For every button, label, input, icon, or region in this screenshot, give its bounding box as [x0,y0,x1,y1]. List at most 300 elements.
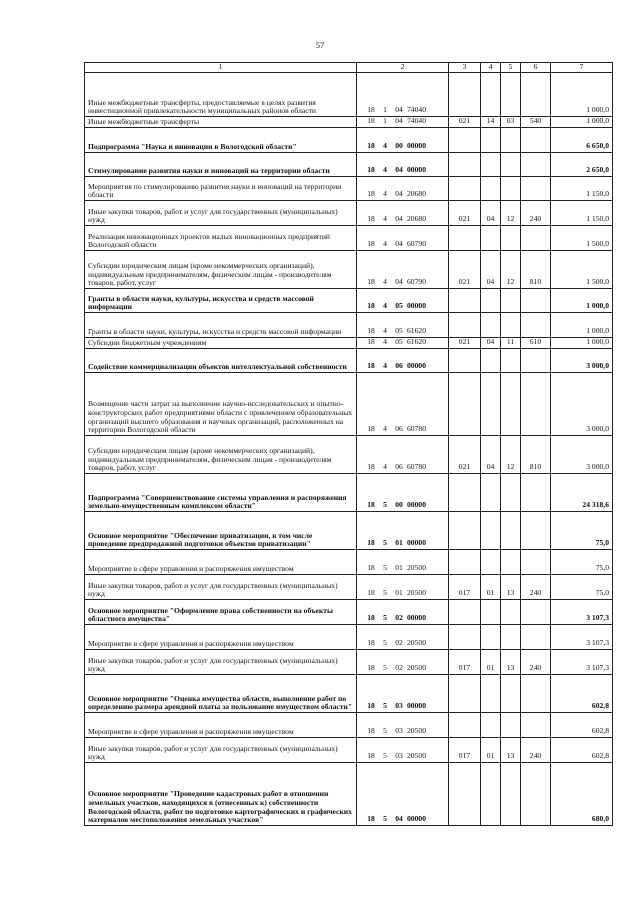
code-part: 1 [383,105,387,115]
code-part: 03 [395,701,403,711]
code-part: 60780 [407,462,426,472]
code-part: 00000 [407,500,426,510]
row-amount: 3 107,3 [551,600,613,625]
row-col3 [449,550,481,575]
code-part: 06 [395,361,403,371]
code-part: 18 [367,189,375,199]
row-col6 [521,128,551,153]
row-col5: 12 [501,201,521,226]
header-cell-3: 3 [449,63,481,73]
table-row [85,436,613,474]
row-col3 [449,713,481,738]
code-part: 02 [395,613,403,623]
code-part: 01 [395,538,403,548]
row-col3 [449,128,481,153]
row-col3: 021 [449,338,481,349]
row-col3: 021 [449,251,481,289]
row-col4 [481,763,501,826]
row-col6 [521,675,551,713]
row-col3 [449,474,481,512]
row-name: Реализация инновационных проектов малых инновационных предприятий Вологодской области [85,226,357,251]
code-part: 5 [383,701,387,711]
table-row [85,738,613,763]
row-col5 [501,550,521,575]
row-code [357,153,449,177]
row-amount: 3 000,0 [551,373,613,436]
header-cell-5: 5 [501,63,521,73]
code-part: 00000 [407,165,426,175]
table-row [85,763,613,826]
row-col6: 240 [521,738,551,763]
code-part: 18 [367,663,375,673]
row-col3: 021 [449,117,481,128]
row-col3: 017 [449,650,481,675]
row-name: Основное мероприятие "Оценка имущества области, выполнение работ по определению размера арендной платы за пользование имуществом области" [85,675,357,713]
code-part: 00000 [407,538,426,548]
code-part: 5 [383,500,387,510]
code-part: 4 [383,326,387,336]
row-amount: 75,0 [551,550,613,575]
table-row [85,550,613,575]
code-part: 18 [367,563,375,573]
row-code [357,313,449,338]
code-part: 18 [367,726,375,736]
row-name: Субсидии юридическим лицам (кроме некоммерческих организаций), индивидуальным предпринимателям, физическим лицам - производителям товаров, работ, услуг [85,251,357,289]
row-name: Субсидии бюджетным учреждениям [85,338,357,349]
row-name: Гранты в области науки, культуры, искусства и средств массовой информации [85,289,357,313]
row-col4: 04 [481,251,501,289]
row-amount: 75,0 [551,575,613,600]
code-part: 4 [383,141,387,151]
table-row [85,128,613,153]
row-col3 [449,313,481,338]
code-part: 03 [395,726,403,736]
code-part: 4 [383,301,387,311]
row-col6: 240 [521,201,551,226]
row-code [357,251,449,289]
row-col3 [449,600,481,625]
row-col3 [449,763,481,826]
code-part: 5 [383,638,387,648]
row-name: Субсидии юридическим лицам (кроме некоммерческих организаций), индивидуальным предпринимателям, физическим лицам - производителям товаров, работ, услуг [85,436,357,474]
code-part: 5 [383,588,387,598]
code-part: 4 [383,361,387,371]
row-col4 [481,289,501,313]
row-col5 [501,713,521,738]
row-col4 [481,675,501,713]
code-part: 74040 [407,116,426,126]
code-part: 18 [367,500,375,510]
table-row [85,600,613,625]
row-col4 [481,128,501,153]
row-col3 [449,349,481,373]
row-code [357,763,449,826]
row-col5 [501,289,521,313]
row-name: Мероприятие в сфере управления и распоряжения имуществом [85,550,357,575]
row-col6 [521,73,551,117]
row-col3 [449,226,481,251]
code-part: 61620 [407,337,426,347]
row-col4 [481,226,501,251]
row-col6 [521,550,551,575]
code-part: 20500 [407,563,426,573]
row-col4 [481,153,501,177]
code-part: 00000 [407,301,426,311]
row-name: Иные закупки товаров, работ и услуг для государственных (муниципальных) нужд [85,738,357,763]
row-code [357,128,449,153]
row-col4 [481,177,501,201]
code-part: 04 [395,277,403,287]
row-col3 [449,373,481,436]
code-part: 20500 [407,751,426,761]
row-amount: 75,0 [551,512,613,550]
row-col6 [521,600,551,625]
row-col4 [481,373,501,436]
code-part: 00 [395,500,403,510]
row-col4 [481,600,501,625]
row-col5 [501,349,521,373]
code-part: 60790 [407,277,426,287]
row-col5: 03 [501,117,521,128]
code-part: 1 [383,116,387,126]
row-code [357,373,449,436]
code-part: 61620 [407,326,426,336]
row-name: Основное мероприятие "Обеспечение приватизации, в том числе проведение предпродажной подготовки объектов приватизации" [85,512,357,550]
row-amount: 1 500,0 [551,251,613,289]
row-col6: 240 [521,575,551,600]
row-code [357,436,449,474]
row-amount: 1 150,0 [551,201,613,226]
code-part: 20500 [407,663,426,673]
row-col4 [481,550,501,575]
code-part: 18 [367,337,375,347]
table-row [85,153,613,177]
row-col5: 13 [501,738,521,763]
row-amount: 2 650,0 [551,153,613,177]
row-code [357,474,449,512]
code-part: 18 [367,361,375,371]
header-row [85,63,613,73]
row-col3: 021 [449,436,481,474]
row-col6 [521,373,551,436]
code-part: 18 [367,105,375,115]
row-name: Возмещение части затрат на выполнение научно-исследовательских и опытно-конструкторских работ предприятиями области с привлечением образовательных организаций высшего образования и научных организаций, расположенных на территории Вологодской области [85,373,357,436]
row-col4 [481,625,501,650]
code-part: 00000 [407,361,426,371]
row-name: Мероприятие в сфере управления и распоряжения имуществом [85,713,357,738]
row-code [357,675,449,713]
row-amount: 3 000,0 [551,436,613,474]
row-amount: 602,8 [551,738,613,763]
code-part: 18 [367,638,375,648]
row-amount: 6 650,0 [551,128,613,153]
code-part: 03 [395,751,403,761]
row-amount: 1 000,0 [551,289,613,313]
code-part: 5 [383,563,387,573]
row-col6: 540 [521,117,551,128]
row-amount: 3 107,3 [551,625,613,650]
row-col4: 04 [481,201,501,226]
row-amount: 602,8 [551,713,613,738]
code-part: 4 [383,189,387,199]
code-part: 20500 [407,588,426,598]
code-part: 18 [367,301,375,311]
code-part: 18 [367,116,375,126]
code-part: 18 [367,701,375,711]
code-part: 18 [367,424,375,434]
row-col5: 12 [501,436,521,474]
code-part: 60790 [407,239,426,249]
code-part: 02 [395,663,403,673]
row-name: Основное мероприятие "Оформление права собственности на объекты областного имущества" [85,600,357,625]
code-part: 06 [395,462,403,472]
code-part: 4 [383,424,387,434]
row-amount: 24 318,6 [551,474,613,512]
code-part: 18 [367,277,375,287]
row-name: Иные закупки товаров, работ и услуг для государственных (муниципальных) нужд [85,201,357,226]
row-name: Подпрограмма "Наука и инновации в Вологодской области" [85,128,357,153]
row-code [357,201,449,226]
table-row [85,117,613,128]
row-amount: 1 000,0 [551,313,613,338]
row-col5 [501,763,521,826]
row-col6: 810 [521,251,551,289]
row-col3 [449,73,481,117]
row-col3: 017 [449,575,481,600]
budget-table [84,62,613,826]
code-part: 04 [395,239,403,249]
code-part: 18 [367,814,375,824]
code-part: 4 [383,239,387,249]
row-name: Мероприятие в сфере управления и распоряжения имуществом [85,625,357,650]
code-part: 04 [395,189,403,199]
row-amount: 1 150,0 [551,177,613,201]
table-row [85,289,613,313]
row-col3: 017 [449,738,481,763]
code-part: 18 [367,538,375,548]
row-code [357,650,449,675]
row-col6 [521,153,551,177]
row-col6 [521,625,551,650]
code-part: 20680 [407,189,426,199]
row-col6 [521,349,551,373]
row-name: Подпрограмма "Совершенствование системы управления и распоряжения земельно-имущественным комплексом области" [85,474,357,512]
code-part: 05 [395,301,403,311]
row-col6 [521,289,551,313]
code-part: 00000 [407,613,426,623]
row-col5: 11 [501,338,521,349]
row-col5 [501,600,521,625]
table-row [85,675,613,713]
code-part: 60780 [407,424,426,434]
row-amount: 602,8 [551,675,613,713]
row-col4: 04 [481,338,501,349]
table-row [85,575,613,600]
code-part: 18 [367,326,375,336]
code-part: 18 [367,214,375,224]
code-part: 5 [383,751,387,761]
row-code [357,738,449,763]
table-row [85,73,613,117]
code-part: 04 [395,814,403,824]
code-part: 00 [395,141,403,151]
table-row [85,313,613,338]
row-col6: 810 [521,436,551,474]
row-col6 [521,713,551,738]
code-part: 74040 [407,105,426,115]
code-part: 4 [383,165,387,175]
code-part: 18 [367,141,375,151]
row-amount: 3 000,0 [551,349,613,373]
row-amount: 1 000,0 [551,73,613,117]
row-col4: 01 [481,738,501,763]
row-col4 [481,474,501,512]
row-col5: 13 [501,650,521,675]
row-col5 [501,128,521,153]
row-code [357,338,449,349]
row-col3 [449,289,481,313]
row-col4: 01 [481,650,501,675]
table-row [85,650,613,675]
table-row [85,512,613,550]
code-part: 05 [395,337,403,347]
code-part: 06 [395,424,403,434]
row-name: Иные закупки товаров, работ и услуг для государственных (муниципальных) нужд [85,650,357,675]
row-amount: 680,0 [551,763,613,826]
row-col4 [481,313,501,338]
row-col3: 021 [449,201,481,226]
row-amount: 1 000,0 [551,117,613,128]
code-part: 5 [383,663,387,673]
row-code [357,550,449,575]
table-body [85,63,613,826]
row-code [357,512,449,550]
row-col5 [501,512,521,550]
row-col5 [501,177,521,201]
row-col5: 12 [501,251,521,289]
row-col5 [501,153,521,177]
row-code [357,177,449,201]
row-col5 [501,73,521,117]
code-part: 18 [367,165,375,175]
header-cell-2: 2 [357,63,449,73]
row-col5: 13 [501,575,521,600]
table-row [85,226,613,251]
row-col5 [501,226,521,251]
row-col4: 04 [481,436,501,474]
row-amount: 1 000,0 [551,338,613,349]
row-col3 [449,512,481,550]
row-col6 [521,512,551,550]
code-part: 4 [383,337,387,347]
code-part: 04 [395,165,403,175]
row-col6: 240 [521,650,551,675]
table-row [85,338,613,349]
row-col6 [521,177,551,201]
row-name: Основное мероприятие "Проведение кадастровых работ в отношении земельных участков, находящихся в (отнесенных к) собственности Вологодской области, работ по подготовке картографических и графических материалов местоположения земельных участков" [85,763,357,826]
code-part: 04 [395,116,403,126]
row-col3 [449,177,481,201]
table-row [85,713,613,738]
row-code [357,73,449,117]
row-code [357,713,449,738]
row-name: Стимулирование развития науки и инноваций на территории области [85,153,357,177]
code-part: 00000 [407,141,426,151]
row-col5 [501,625,521,650]
table-row [85,474,613,512]
row-code [357,600,449,625]
row-col6 [521,474,551,512]
row-code [357,117,449,128]
table-row [85,177,613,201]
code-part: 4 [383,277,387,287]
code-part: 5 [383,726,387,736]
code-part: 18 [367,613,375,623]
row-name: Иные межбюджетные трансферты, предоставляемые в целях развития инвестиционной привлекательности муниципальных районов области [85,73,357,117]
row-name: Мероприятия по стимулированию развития науки и инноваций на территории области [85,177,357,201]
row-name: Иные межбюджетные трансферты [85,117,357,128]
code-part: 04 [395,214,403,224]
code-part: 5 [383,613,387,623]
row-amount: 3 107,3 [551,650,613,675]
table-row [85,625,613,650]
row-amount: 1 500,0 [551,226,613,251]
row-col4: 01 [481,575,501,600]
row-col6 [521,226,551,251]
code-part: 01 [395,588,403,598]
row-code [357,575,449,600]
row-col4 [481,512,501,550]
header-cell-4: 4 [481,63,501,73]
row-col4 [481,713,501,738]
code-part: 05 [395,326,403,336]
row-col6: 610 [521,338,551,349]
code-part: 20500 [407,638,426,648]
code-part: 4 [383,214,387,224]
row-col3 [449,625,481,650]
code-part: 00000 [407,701,426,711]
code-part: 5 [383,814,387,824]
row-col6 [521,763,551,826]
table-row [85,373,613,436]
row-col5 [501,675,521,713]
table-row [85,251,613,289]
code-part: 02 [395,638,403,648]
row-col6 [521,313,551,338]
table-row [85,201,613,226]
row-code [357,226,449,251]
code-part: 4 [383,462,387,472]
row-col5 [501,373,521,436]
header-cell-7: 7 [551,63,613,73]
row-col4: 14 [481,117,501,128]
code-part: 04 [395,105,403,115]
row-col3 [449,153,481,177]
row-col5 [501,474,521,512]
code-part: 18 [367,462,375,472]
row-name: Содействие коммерциализации объектов интеллектуальной собственности [85,349,357,373]
code-part: 00000 [407,814,426,824]
code-part: 18 [367,239,375,249]
row-col4 [481,349,501,373]
code-part: 18 [367,588,375,598]
row-name: Гранты в области науки, культуры, искусства и средств массовой информации [85,313,357,338]
code-part: 01 [395,563,403,573]
row-code [357,625,449,650]
page-number: 57 [315,40,325,50]
row-code [357,289,449,313]
row-code [357,349,449,373]
